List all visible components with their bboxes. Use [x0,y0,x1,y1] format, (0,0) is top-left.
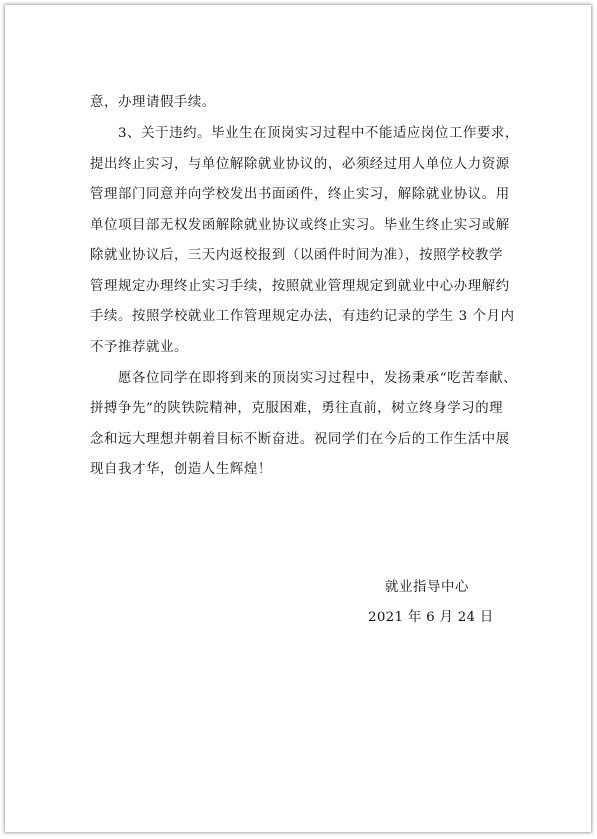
body-line: 单位项目部无权发函解除就业协议或终止实习。毕业生终止实习或解 [90,218,510,233]
body-line: 3、关于违约。毕业生在顶岗实习过程中不能适应岗位工作要求， [118,126,519,141]
body-line: 愿各位同学在即将到来的顶岗实习过程中，发扬秉承“吃苦奉献、 [118,371,518,386]
body-line: 管理部门同意并向学校发出书面函件，终止实习，解除就业协议。用 [90,187,510,202]
body-line: 手续。按照学校就业工作管理规定办法，有违约记录的学生 3 个月内 [90,309,515,324]
body-line: 念和远大理想并朝着目标不断奋进。祝同学们在今后的工作生活中展 [90,432,510,447]
body-line: 除就业协议后，三天内返校报到（以函件时间为准），按照学校教学 [90,248,504,263]
body-line: 提出终止实习，与单位解除就业协议的，必须经过用人单位人力资源 [90,157,510,172]
date: 2021 年 6 月 24 日 [368,610,494,625]
document-page [5,5,591,832]
body-line: 不予推荐就业。 [90,340,188,355]
signature: 就业指导中心 [385,580,469,595]
body-line: 现自我才华，创造人生辉煌！ [90,462,272,477]
body-line: 意，办理请假手续。 [90,95,216,110]
body-line: 拼搏争先”的陕铁院精神，克服困难，勇往直前，树立终身学习的理 [90,401,504,416]
body-line: 管理规定办理终止实习手续，按照就业管理规定到就业中心办理解约 [90,279,510,294]
